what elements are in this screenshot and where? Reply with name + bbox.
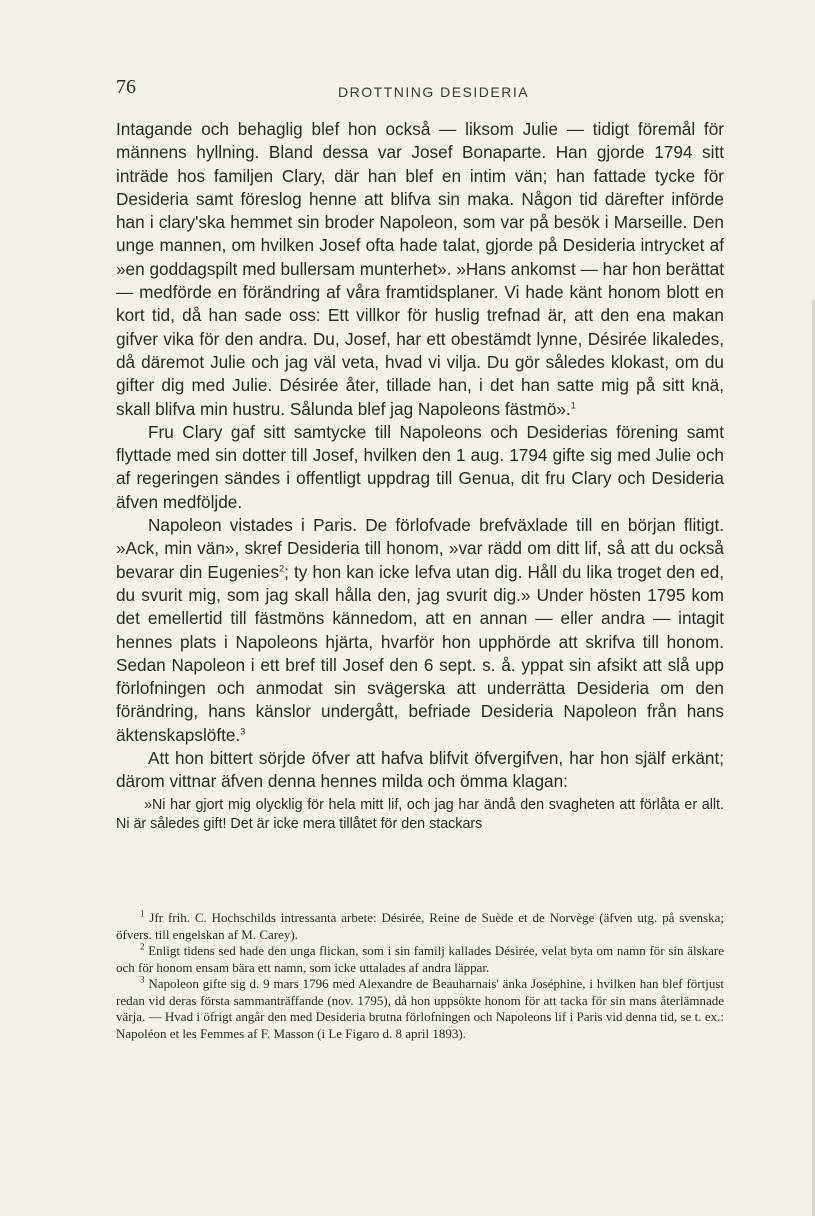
footnote-2-mark: 2 bbox=[140, 941, 145, 952]
block-quote: »Ni har gjort mig olycklig för hela mitt lif, och jag har ändå den svagheten att förlåta er allt. Ni är således gift! Det är icke mera tillåtet för den stackars bbox=[116, 796, 724, 832]
paragraph-4: Att hon bittert sörjde öfver att hafva blifvit öfvergifven, har hon själf erkänt; därom vittnar äfven denna hennes milda och ömma klagan: bbox=[116, 748, 724, 792]
footnote-3-text: Napoleon gifte sig d. 9 mars 1796 med Alexandre de Beauharnais' änka Joséphine, i hvilken han blef förtjust redan vid deras första sammanträffande (nov. 1795), då hon uppsökte honom för att tacka för sin mans återlämnade värja. — Hvad i öfrigt angår den med Desideria brutna förlofningen och Napoleons lif i Paris vid denna tid, se t. ex.: Napoléon et les Femmes af F. Masson (i Le Figaro d. 8 april 1893). bbox=[116, 976, 725, 1041]
paragraph-3-text-a: Napoleon vistades i Paris. De förlofvade brefväxlade till en början flitigt. »Ack, min vän», skref Desideria till honom, »var rädd om ditt lif, så att du också bevarar din Eugenies bbox=[116, 515, 724, 582]
footnote-1-text: Jfr frih. C. Hochschilds intressanta arbete: Désirée, Reine de Suède et de Norvège (äfven utg. på svenska; öfvers. till engelskan af M. Carey). bbox=[116, 910, 724, 942]
paragraph-3-text-b: ; ty hon kan icke lefva utan dig. Håll du lika troget den ed, du svurit mig, som jag skall hålla den, jag svurit dig.» Under hösten 1795 kom det emellertid till fästmöns kännedom, att en annan — eller andra — intagit hennes plats i Napoleons hjärta, hvarför hon upphörde att skrifva till honom. Sedan Napoleon i ett bref till Josef den 6 sept. s. å. yppat sin afsikt att slå upp förlofningen och anmodat sin svägerska att underrätta Desideria om den förändring, hans känslor undergått, befriade Desideria Napoleon från hans äktenskapslöfte. bbox=[116, 561, 725, 745]
footnote-ref-3: 3 bbox=[240, 725, 246, 736]
footnote-ref-2: 2 bbox=[279, 562, 285, 573]
footnote-ref-1: 1 bbox=[570, 399, 576, 410]
footnote-3-mark: 3 bbox=[140, 974, 145, 985]
page-number: 76 bbox=[116, 76, 136, 98]
paragraph-3 bbox=[116, 514, 724, 747]
body-text bbox=[116, 118, 724, 834]
paragraph-1-text: Intagande och behaglig blef hon också — liksom Julie — tidigt föremål för männens hyllning. Bland dessa var Josef Bonaparte. Han gjorde 1794 sitt inträde hos familjen Clary, där han blef en intim vän; han fattade tycke för Desideria samt föreslog henne att blifva sin maka. Någon tid därefter införde han i clary'ska hemmet sin broder Napoleon, som var på besök i Marseille. Den unge mannen, om hvilken Josef ofta hade talat, gjorde på Desideria intrycket af »en goddagspilt med bullersam munterhet». »Hans ankomst — har hon berättat — medförde en förändring af våra framtidsplaner. Vi hade känt honom blott en kort tid, då han sade oss: Ett villkor för huslig trefnad är, att den ena makan gifver vika för den andra. Du, Josef, har ett obestämdt lynne, Désirée likaledes, då däremot Julie och jag väl veta, hvad vi vilja. Du gör således klokast, om du gifter dig med Julie. Désirée åter, tillade han, i det han satte mig på sitt knä, skall blifva min hustru. Sålunda blef jag Napoleons fästmö». bbox=[116, 119, 724, 419]
footnote-2-text: Enligt tidens sed hade den unga flickan, som i sin familj kallades Désirée, velat byta om namn för sin älskare och för honom ensam bära ett namn, som icke uttalades af andra läppar. bbox=[116, 943, 725, 975]
paragraph-1 bbox=[116, 118, 724, 421]
footnote-3 bbox=[116, 976, 724, 1042]
footnote-2 bbox=[116, 943, 724, 976]
page-header bbox=[116, 76, 716, 106]
footnote-1 bbox=[116, 910, 724, 943]
running-title: DROTTNING DESIDERIA bbox=[338, 84, 530, 100]
footnotes bbox=[116, 910, 724, 1042]
paragraph-2: Fru Clary gaf sitt samtycke till Napoleons och Desiderias förening samt flyttade med sin dotter till Josef, hvilken den 1 aug. 1794 gifte sig med Julie och af regeringen sändes i offentligt uppdrag till Genua, dit fru Clary och Desideria äfven medföljde. bbox=[116, 421, 724, 512]
footnote-1-mark: 1 bbox=[140, 908, 145, 919]
